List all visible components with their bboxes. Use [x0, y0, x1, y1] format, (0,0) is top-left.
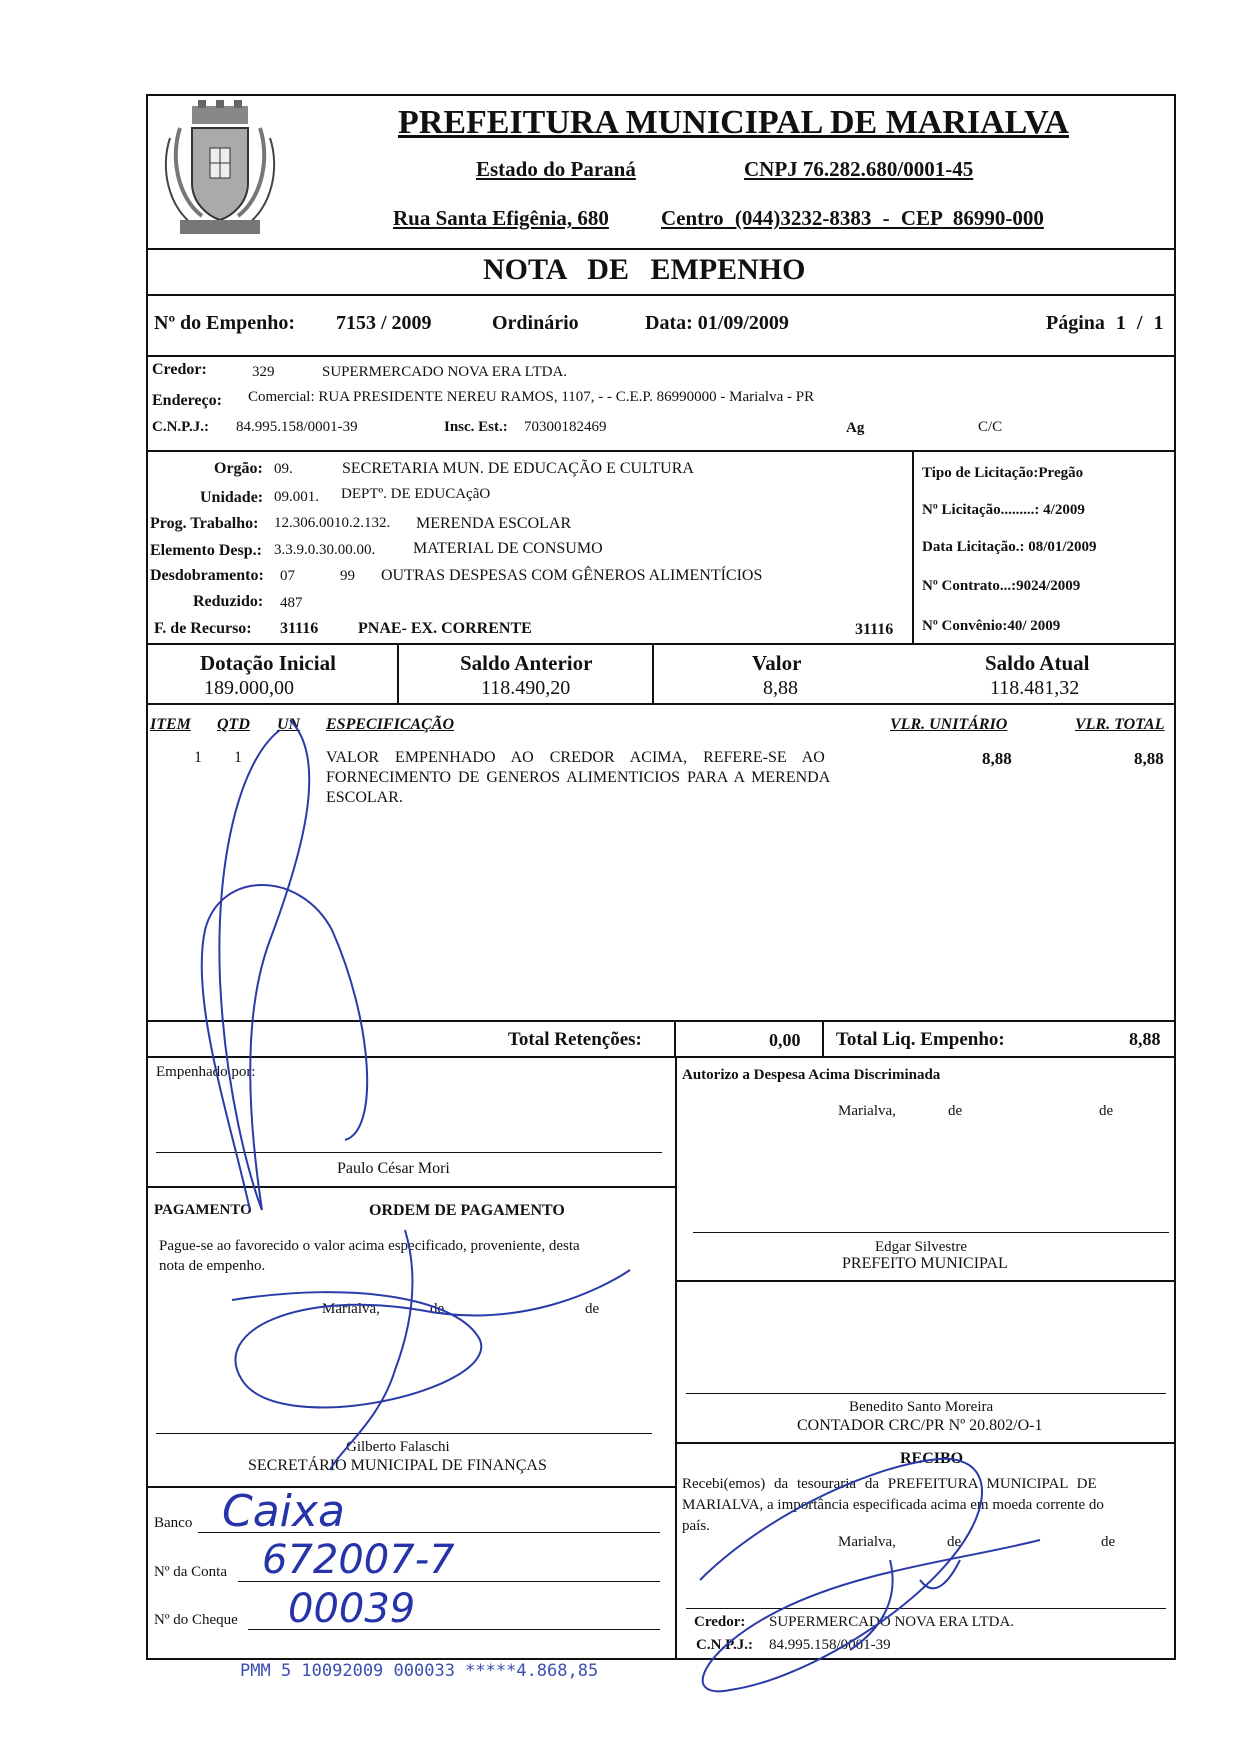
conta-value: 672007-7: [262, 1537, 455, 1583]
pagamento-signer: Gilberto Falaschi: [346, 1439, 450, 1455]
recibo-de1: de: [947, 1534, 962, 1550]
recurso-code: 31116: [280, 620, 319, 637]
liq-label: Total Liq. Empenho:: [836, 1029, 1005, 1050]
elem-name: MATERIAL DE CONSUMO: [413, 540, 603, 557]
cc-label: C/C: [978, 419, 1003, 435]
credor-cnpj: 84.995.158/0001-39: [236, 419, 358, 435]
empenhado-signer: Paulo César Mori: [337, 1160, 450, 1177]
address-street: Rua Santa Efigênia, 680: [393, 206, 609, 230]
recibo-text-1: Recebi(emos) da tesouraria da PREFEITURA MUNICIPAL DE: [682, 1476, 1097, 1492]
licitacao-convenio: Nº Convênio:40/ 2009: [922, 618, 1061, 634]
autorizo-signer: Edgar Silvestre: [875, 1239, 968, 1255]
reduzido-label: Reduzido:: [193, 593, 264, 610]
page-title: PREFEITURA MUNICIPAL DE MARIALVA: [398, 104, 1069, 141]
conta-label: Nº da Conta: [154, 1564, 227, 1580]
saldo-anterior-label: Saldo Anterior: [460, 651, 593, 675]
col-qtd: QTD: [217, 716, 250, 733]
autorizo-label: Autorizo a Despesa Acima Discriminada: [682, 1067, 941, 1083]
valor-value: 8,88: [763, 677, 798, 699]
prog-code: 12.306.0010.2.132.: [274, 515, 391, 531]
licitacao-tipo: Tipo de Licitação:Pregão: [922, 465, 1084, 481]
cheque-label: Nº do Cheque: [154, 1612, 238, 1628]
desd-code1: 07: [280, 568, 295, 584]
pagamento-place: Marialva,: [322, 1301, 380, 1317]
unidade-code: 09.001.: [274, 489, 319, 505]
col-item: ITEM: [150, 716, 191, 733]
col-vlr-total: VLR. TOTAL: [1075, 716, 1165, 733]
recibo-de2: de: [1101, 1534, 1116, 1550]
desd-name: OUTRAS DESPESAS COM GÊNEROS ALIMENTÍCIOS: [381, 567, 763, 584]
ag-label: Ag: [846, 420, 865, 436]
recibo-cnpj-label: C.N.P.J.:: [696, 1637, 753, 1653]
autorizo-de1: de: [948, 1103, 963, 1119]
recurso-name: PNAE- EX. CORRENTE: [358, 620, 532, 637]
empenhado-label: Empenhado por:: [156, 1064, 256, 1080]
bank-stamp: PMM 5 10092009 000033 *****4.868,85: [240, 1661, 599, 1681]
recibo-credor-label: Credor:: [694, 1614, 746, 1630]
licitacao-contrato: Nº Contrato...:9024/2009: [922, 578, 1081, 594]
prog-label: Prog. Trabalho:: [150, 515, 259, 532]
page-number: Página 1 / 1: [1046, 312, 1164, 334]
credor-cnpj-label: C.N.P.J.:: [152, 419, 209, 435]
cheque-value: 00039: [288, 1586, 416, 1632]
municipal-coat-of-arms-icon: [150, 98, 290, 248]
recibo-credor-name: SUPERMERCADO NOVA ERA LTDA.: [769, 1614, 1015, 1630]
recurso-label: F. de Recurso:: [154, 620, 252, 637]
pagamento-text-1: Pague-se ao favorecido o valor acima especificado, proveniente, desta: [159, 1238, 580, 1254]
prog-name: MERENDA ESCOLAR: [416, 515, 572, 532]
item-number: 1: [194, 749, 202, 766]
col-vlr-unit: VLR. UNITÁRIO: [890, 716, 1008, 733]
recibo-text-2: MARIALVA, a importância especificada acima em moeda corrente do: [682, 1497, 1104, 1513]
saldo-anterior-value: 118.490,20: [481, 677, 571, 699]
empenho-date: Data: 01/09/2009: [645, 312, 789, 334]
desd-label: Desdobramento:: [150, 567, 264, 584]
item-qtd: 1: [234, 749, 242, 766]
empenho-number: 7153 / 2009: [336, 312, 432, 334]
cnpj-label: CNPJ 76.282.680/0001-45: [744, 157, 974, 181]
recibo-place: Marialva,: [838, 1534, 896, 1550]
address-label: Endereço:: [152, 392, 222, 409]
credor-address: Comercial: RUA PRESIDENTE NEREU RAMOS, 1107, - - C.E.P. 86990000 - Marialva - PR: [248, 389, 815, 405]
recibo-text-3: país.: [682, 1518, 710, 1534]
desd-code2: 99: [340, 568, 355, 584]
orgao-name: SECRETARIA MUN. DE EDUCAÇÃO E CULTURA: [342, 460, 694, 477]
retencoes-value: 0,00: [769, 1030, 801, 1050]
elem-label: Elemento Desp.:: [150, 542, 262, 559]
saldo-atual-value: 118.481,32: [990, 677, 1080, 699]
banco-label: Banco: [154, 1515, 193, 1531]
valor-label: Valor: [752, 651, 802, 675]
licitacao-data: Data Licitação.: 08/01/2009: [922, 539, 1097, 555]
liq-value: 8,88: [1129, 1029, 1161, 1049]
item-spec-line-3: ESCOLAR.: [326, 789, 403, 806]
saldo-atual-label: Saldo Atual: [985, 651, 1090, 675]
item-vlr-total: 8,88: [1134, 749, 1164, 768]
retencoes-label: Total Retenções:: [508, 1029, 642, 1050]
dotacao-inicial-value: 189.000,00: [204, 677, 294, 699]
pagamento-role: SECRETÁRIO MUNICIPAL DE FINANÇAS: [248, 1457, 547, 1474]
contador-signer: Benedito Santo Moreira: [849, 1399, 994, 1415]
pagamento-de2: de: [585, 1301, 600, 1317]
address-rest: Centro (044)3232-8383 - CEP 86990-000: [661, 206, 1044, 230]
item-spec-line-1: VALOR EMPENHADO AO CREDOR ACIMA, REFERE-SE AO: [326, 749, 825, 766]
autorizo-place: Marialva,: [838, 1103, 896, 1119]
state-label: Estado do Paraná: [476, 157, 636, 181]
dotacao-inicial-label: Dotação Inicial: [200, 651, 336, 675]
col-spec: ESPECIFICAÇÃO: [326, 716, 455, 733]
item-vlr-unit: 8,88: [982, 749, 1012, 768]
ordem-label: ORDEM DE PAGAMENTO: [369, 1202, 565, 1219]
insc-label: Insc. Est.:: [444, 419, 508, 435]
item-spec-line-2: FORNECIMENTO DE GENEROS ALIMENTICIOS PARA A MERENDA: [326, 769, 831, 786]
autorizo-role: PREFEITO MUNICIPAL: [842, 1255, 1008, 1272]
pagamento-de1: de: [430, 1301, 445, 1317]
insc-value: 70300182469: [524, 419, 607, 435]
unidade-name: DEPTº. DE EDUCAçãO: [341, 486, 491, 502]
elem-code: 3.3.9.0.30.00.00.: [274, 542, 376, 558]
credor-label: Credor:: [152, 361, 207, 378]
contador-role: CONTADOR CRC/PR Nº 20.802/O-1: [797, 1417, 1043, 1434]
unidade-label: Unidade:: [200, 489, 264, 506]
reduzido-value: 487: [280, 595, 303, 611]
orgao-code: 09.: [274, 461, 293, 477]
empenho-label: Nº do Empenho:: [154, 312, 296, 334]
recibo-title: RECIBO: [900, 1450, 964, 1467]
doc-title: NOTA DE EMPENHO: [483, 253, 806, 286]
recibo-cnpj: 84.995.158/0001-39: [769, 1637, 891, 1653]
credor-code: 329: [252, 364, 275, 380]
empenho-type: Ordinário: [492, 312, 579, 334]
recurso-code2: 31116: [855, 621, 894, 638]
orgao-label: Orgão:: [214, 460, 263, 477]
col-un: UN: [277, 716, 301, 733]
licitacao-numero: Nº Licitação.........: 4/2009: [922, 502, 1085, 518]
pagamento-label: PAGAMENTO: [154, 1202, 252, 1218]
pagamento-text-2: nota de empenho.: [159, 1258, 266, 1274]
banco-value: Caixa: [222, 1486, 345, 1537]
autorizo-de2: de: [1099, 1103, 1114, 1119]
credor-name: SUPERMERCADO NOVA ERA LTDA.: [322, 364, 568, 380]
